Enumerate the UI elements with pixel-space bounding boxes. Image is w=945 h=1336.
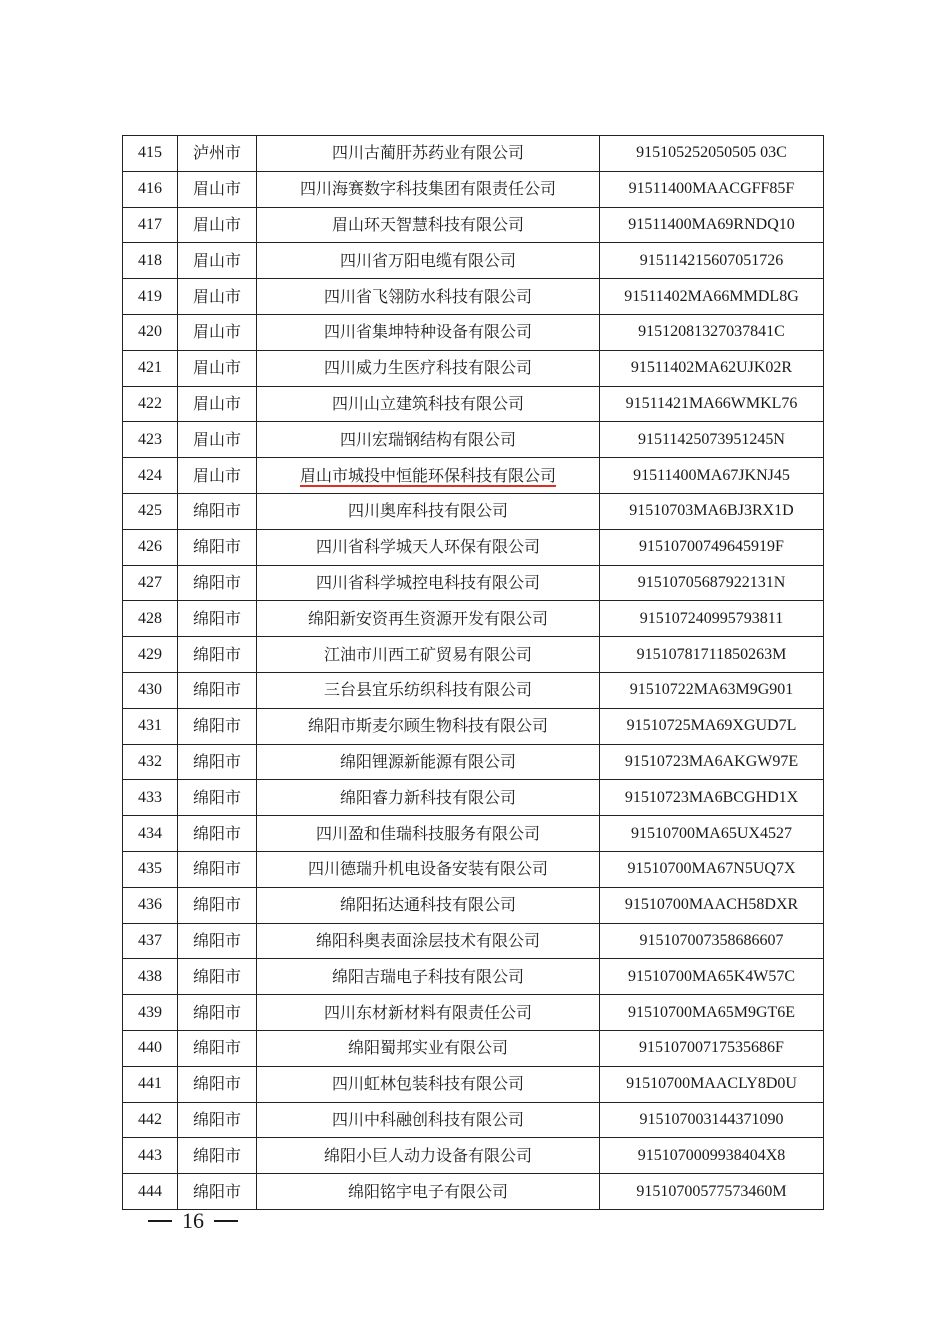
company-name-cell [257,851,600,887]
city-cell-text: 绵阳市 [192,608,241,628]
credit-code-cell [600,1030,824,1066]
credit-code-cell-text: 915114215607051726 [639,251,784,269]
row-number-cell [123,493,178,529]
company-name-cell-text: 绵阳蜀邦实业有限公司 [347,1038,508,1058]
credit-code-cell-text: 91511400MA69RNDQ10 [628,215,795,233]
row-number-cell [123,207,178,243]
company-name-cell-text: 绵阳铭宇电子有限公司 [347,1181,508,1201]
table-row [123,816,824,852]
table-row [123,136,824,172]
credit-code-cell-text: 91510705687922131N [637,573,786,591]
city-cell-text: 眉山市 [192,358,241,378]
city-cell [178,744,257,780]
row-number-cell-text: 431 [138,717,162,735]
row-number-cell-text: 424 [138,466,162,484]
company-name-cell-text: 眉山市城投中恒能环保科技有限公司 [299,465,556,485]
table-row [123,637,824,673]
table-row [123,350,824,386]
credit-code-cell-text: 91510700717535686F [639,1039,784,1057]
company-name-cell-text: 四川省飞翎防水科技有限公司 [323,286,532,306]
city-cell [178,136,257,172]
city-cell [178,314,257,350]
city-cell-text: 绵阳市 [192,572,241,592]
company-name-cell [257,1138,600,1174]
credit-code-cell-text: 91511402MA66MMDL8G [624,287,799,305]
company-name-cell [257,923,600,959]
company-name-cell-text: 四川威力生医疗科技有限公司 [323,358,532,378]
company-name-cell-text: 绵阳拓达通科技有限公司 [339,895,516,915]
city-cell [178,1174,257,1210]
page-footer [148,1208,238,1234]
row-number-cell [123,136,178,172]
city-cell [178,1102,257,1138]
company-name-cell [257,816,600,852]
table-row [123,672,824,708]
credit-code-cell [600,207,824,243]
row-number-cell-text: 442 [138,1110,162,1128]
city-cell-text: 绵阳市 [192,1074,241,1094]
city-cell [178,493,257,529]
table-body [123,136,824,1210]
enterprise-list-table [122,135,824,1210]
row-number-cell-text: 420 [138,323,162,341]
credit-code-cell [600,279,824,315]
row-number-cell-text: 423 [138,430,162,448]
credit-code-cell-text: 91510700MA67N5UQ7X [627,860,796,878]
city-cell-text: 绵阳市 [192,787,241,807]
row-number-cell-text: 443 [138,1146,162,1164]
row-number-cell-text: 426 [138,538,162,556]
company-name-cell [257,601,600,637]
credit-code-cell [600,780,824,816]
table-row [123,1102,824,1138]
row-number-cell [123,314,178,350]
city-cell-text: 眉山市 [192,250,241,270]
credit-code-cell-text: 91510700MAACLY8D0U [626,1075,797,1093]
table-row [123,887,824,923]
row-number-cell-text: 429 [138,645,162,663]
company-name-cell [257,995,600,1031]
city-cell [178,529,257,565]
credit-code-cell-text: 91511400MAACGFF85F [628,180,795,198]
company-name-cell [257,529,600,565]
table-row [123,959,824,995]
company-name-cell-text: 绵阳市斯麦尔顾生物科技有限公司 [307,716,548,736]
company-name-cell [257,314,600,350]
row-number-cell [123,887,178,923]
city-cell-text: 绵阳市 [192,966,241,986]
company-name-cell [257,171,600,207]
row-number-cell-text: 425 [138,502,162,520]
city-cell-text: 绵阳市 [192,895,241,915]
company-name-cell [257,243,600,279]
city-cell-text: 绵阳市 [192,1181,241,1201]
city-cell-text: 绵阳市 [192,716,241,736]
footer-dash-right [214,1220,238,1222]
city-cell [178,422,257,458]
row-number-cell [123,708,178,744]
company-name-cell [257,1066,600,1102]
city-cell-text: 绵阳市 [192,644,241,664]
credit-code-cell [600,923,824,959]
credit-code-cell [600,493,824,529]
table-row [123,171,824,207]
row-number-cell [123,243,178,279]
credit-code-cell-text: 91510703MA6BJ3RX1D [629,502,794,520]
credit-code-cell-text: 91510723MA6BCGHD1X [624,788,799,806]
credit-code-cell-text: 915107240995793811 [639,609,784,627]
credit-code-cell [600,637,824,673]
company-name-cell-text: 绵阳小巨人动力设备有限公司 [323,1145,532,1165]
row-number-cell-text: 417 [138,215,162,233]
company-name-cell [257,207,600,243]
company-name-cell [257,708,600,744]
company-name-cell [257,136,600,172]
city-cell [178,1138,257,1174]
row-number-cell [123,601,178,637]
city-cell-text: 绵阳市 [192,751,241,771]
company-name-cell-text: 四川虹林包装科技有限公司 [331,1074,524,1094]
row-number-cell-text: 430 [138,681,162,699]
table-row [123,851,824,887]
table-row [123,1066,824,1102]
city-cell [178,601,257,637]
city-cell [178,672,257,708]
credit-code-cell-text: 91511425073951245N [638,430,785,448]
company-name-cell [257,279,600,315]
row-number-cell [123,923,178,959]
company-name-cell-text: 绵阳吉瑞电子科技有限公司 [331,966,524,986]
table-row [123,529,824,565]
company-name-cell-text: 绵阳科奥表面涂层技术有限公司 [315,930,540,950]
city-cell-text: 眉山市 [192,429,241,449]
credit-code-cell-text: 915107007358686607 [639,931,784,949]
row-number-cell [123,350,178,386]
city-cell [178,207,257,243]
company-name-cell-text: 江油市川西工矿贸易有限公司 [323,644,532,664]
company-name-cell [257,1030,600,1066]
table-row [123,780,824,816]
credit-code-cell [600,243,824,279]
credit-code-cell [600,529,824,565]
company-name-cell-text: 眉山环天智慧科技有限公司 [331,214,524,234]
company-name-cell-text: 绵阳新安资再生资源开发有限公司 [307,608,548,628]
credit-code-cell [600,672,824,708]
credit-code-cell-text: 91510700577573460M [636,1182,787,1200]
credit-code-cell [600,1174,824,1210]
table-row [123,1138,824,1174]
city-cell [178,995,257,1031]
credit-code-cell [600,314,824,350]
city-cell-text: 眉山市 [192,322,241,342]
city-cell [178,243,257,279]
row-number-cell [123,1102,178,1138]
company-name-cell [257,350,600,386]
company-name-cell-text: 绵阳睿力新科技有限公司 [339,787,516,807]
company-name-cell-text: 四川宏瑞钢结构有限公司 [339,429,516,449]
city-cell-text: 眉山市 [192,286,241,306]
city-cell-text: 眉山市 [192,465,241,485]
company-name-cell-text: 四川盈和佳瑞科技服务有限公司 [315,823,540,843]
row-number-cell-text: 418 [138,251,162,269]
credit-code-cell [600,995,824,1031]
credit-code-cell-text: 91511421MA66WMKL76 [625,394,798,412]
credit-code-cell-text: 91511400MA67JKNJ45 [633,466,790,484]
table-row [123,243,824,279]
table-row [123,279,824,315]
row-number-cell-text: 416 [138,180,162,198]
city-cell [178,637,257,673]
credit-code-cell [600,136,824,172]
row-number-cell [123,995,178,1031]
city-cell-text: 绵阳市 [192,859,241,879]
credit-code-cell [600,386,824,422]
city-cell-text: 绵阳市 [192,823,241,843]
table-row [123,708,824,744]
city-cell-text: 绵阳市 [192,537,241,557]
city-cell-text: 眉山市 [192,179,241,199]
row-number-cell-text: 436 [138,896,162,914]
row-number-cell-text: 439 [138,1003,162,1021]
credit-code-cell [600,959,824,995]
credit-code-cell [600,171,824,207]
company-name-cell [257,744,600,780]
city-cell [178,887,257,923]
table-row [123,207,824,243]
company-name-cell [257,780,600,816]
city-cell [178,279,257,315]
company-name-cell [257,959,600,995]
company-name-cell [257,565,600,601]
credit-code-cell-text: 91510725MA69XGUD7L [626,717,797,735]
credit-code-cell-text: 91511402MA62UJK02R [630,359,793,377]
row-number-cell [123,279,178,315]
row-number-cell-text: 433 [138,788,162,806]
table-row [123,422,824,458]
row-number-cell-text: 421 [138,359,162,377]
city-cell [178,1066,257,1102]
city-cell-text: 绵阳市 [192,930,241,950]
footer-dash-left [148,1220,172,1222]
row-number-cell-text: 441 [138,1075,162,1093]
table-row [123,744,824,780]
table-row [123,1030,824,1066]
city-cell [178,386,257,422]
row-number-cell-text: 422 [138,394,162,412]
company-name-cell [257,637,600,673]
company-name-cell [257,386,600,422]
row-number-cell [123,1138,178,1174]
row-number-cell [123,422,178,458]
city-cell [178,816,257,852]
city-cell-text: 眉山市 [192,214,241,234]
row-number-cell [123,959,178,995]
company-name-cell-text: 四川山立建筑科技有限公司 [331,393,524,413]
credit-code-cell [600,744,824,780]
credit-code-cell-text: 91510700MAACH58DXR [624,896,799,914]
company-name-cell-text: 四川中科融创科技有限公司 [331,1109,524,1129]
city-cell-text: 绵阳市 [192,680,241,700]
credit-code-cell [600,422,824,458]
row-number-cell [123,672,178,708]
credit-code-cell [600,851,824,887]
table-row [123,923,824,959]
city-cell [178,1030,257,1066]
row-number-cell-text: 437 [138,931,162,949]
company-name-cell [257,1102,600,1138]
city-cell-text: 泸州市 [192,143,241,163]
row-number-cell-text: 419 [138,287,162,305]
row-number-cell [123,1030,178,1066]
company-name-cell-text: 四川东材新材料有限责任公司 [323,1002,532,1022]
row-number-cell [123,744,178,780]
credit-code-cell-text: 9151070009938404X8 [637,1146,786,1164]
company-name-cell-text: 四川奥库科技有限公司 [347,501,508,521]
company-name-cell-text: 四川海赛数字科技集团有限责任公司 [299,179,556,199]
credit-code-cell [600,1102,824,1138]
row-number-cell [123,1066,178,1102]
credit-code-cell-text: 91510700MA65UX4527 [631,824,792,842]
city-cell [178,171,257,207]
city-cell [178,350,257,386]
company-name-cell [257,493,600,529]
city-cell-text: 绵阳市 [192,1038,241,1058]
company-name-cell [257,1174,600,1210]
company-name-cell-text: 四川省集坤特种设备有限公司 [323,322,532,342]
credit-code-cell-text: 91510700MA65K4W57C [627,967,796,985]
row-number-cell [123,565,178,601]
row-number-cell-text: 428 [138,609,162,627]
city-cell-text: 绵阳市 [192,1002,241,1022]
credit-code-cell [600,816,824,852]
row-number-cell-text: 415 [138,144,162,162]
credit-code-cell-text: 91510700749645919F [639,538,784,556]
city-cell-text: 绵阳市 [192,1145,241,1165]
table-row [123,601,824,637]
city-cell [178,959,257,995]
row-number-cell [123,780,178,816]
row-number-cell [123,637,178,673]
row-number-cell [123,851,178,887]
company-name-cell-text: 四川省万阳电缆有限公司 [339,250,516,270]
credit-code-cell [600,708,824,744]
company-name-cell-text: 四川省科学城天人环保有限公司 [315,537,540,557]
credit-code-cell [600,1066,824,1102]
credit-code-cell [600,1138,824,1174]
company-name-cell-text: 三台县宜乐纺织科技有限公司 [323,680,532,700]
credit-code-cell [600,887,824,923]
city-cell [178,780,257,816]
city-cell-text: 绵阳市 [192,501,241,521]
table-row [123,386,824,422]
city-cell-text: 绵阳市 [192,1109,241,1129]
row-number-cell-text: 427 [138,573,162,591]
credit-code-cell-text: 915107003144371090 [639,1110,784,1128]
row-number-cell [123,171,178,207]
city-cell [178,458,257,494]
credit-code-cell-text: 91510781711850263M [636,645,787,663]
table-row [123,314,824,350]
company-name-cell-text: 四川省科学城控电科技有限公司 [315,572,540,592]
credit-code-cell-text: 91510700MA65M9GT6E [627,1003,796,1021]
credit-code-cell [600,458,824,494]
row-number-cell [123,1174,178,1210]
company-name-cell-text: 四川古蔺肝苏药业有限公司 [331,143,524,163]
company-name-cell-text: 四川德瑞升机电设备安装有限公司 [307,859,548,879]
credit-code-cell [600,565,824,601]
city-cell-text: 眉山市 [192,393,241,413]
company-name-cell [257,672,600,708]
credit-code-cell-text: 91510722MA63M9G901 [629,681,794,699]
credit-code-cell [600,350,824,386]
row-number-cell-text: 440 [138,1039,162,1057]
company-name-cell [257,422,600,458]
company-name-cell-text: 绵阳锂源新能源有限公司 [339,751,516,771]
company-name-cell [257,887,600,923]
city-cell [178,708,257,744]
table-row [123,493,824,529]
city-cell [178,851,257,887]
row-number-cell [123,386,178,422]
row-number-cell-text: 435 [138,860,162,878]
page-number: 16 [182,1208,204,1233]
table-row [123,458,824,494]
credit-code-cell-text: 91512081327037841C [638,323,785,341]
row-number-cell [123,529,178,565]
city-cell [178,565,257,601]
row-number-cell-text: 432 [138,752,162,770]
row-number-cell-text: 434 [138,824,162,842]
row-number-cell [123,458,178,494]
table-row [123,1174,824,1210]
row-number-cell-text: 438 [138,967,162,985]
credit-code-cell-text: 915105252050505 03C [636,144,787,162]
row-number-cell [123,816,178,852]
credit-code-cell-text: 91510723MA6AKGW97E [624,752,799,770]
company-name-cell [257,458,600,494]
table-row [123,565,824,601]
table-row [123,995,824,1031]
credit-code-cell [600,601,824,637]
city-cell [178,923,257,959]
row-number-cell-text: 444 [138,1182,162,1200]
